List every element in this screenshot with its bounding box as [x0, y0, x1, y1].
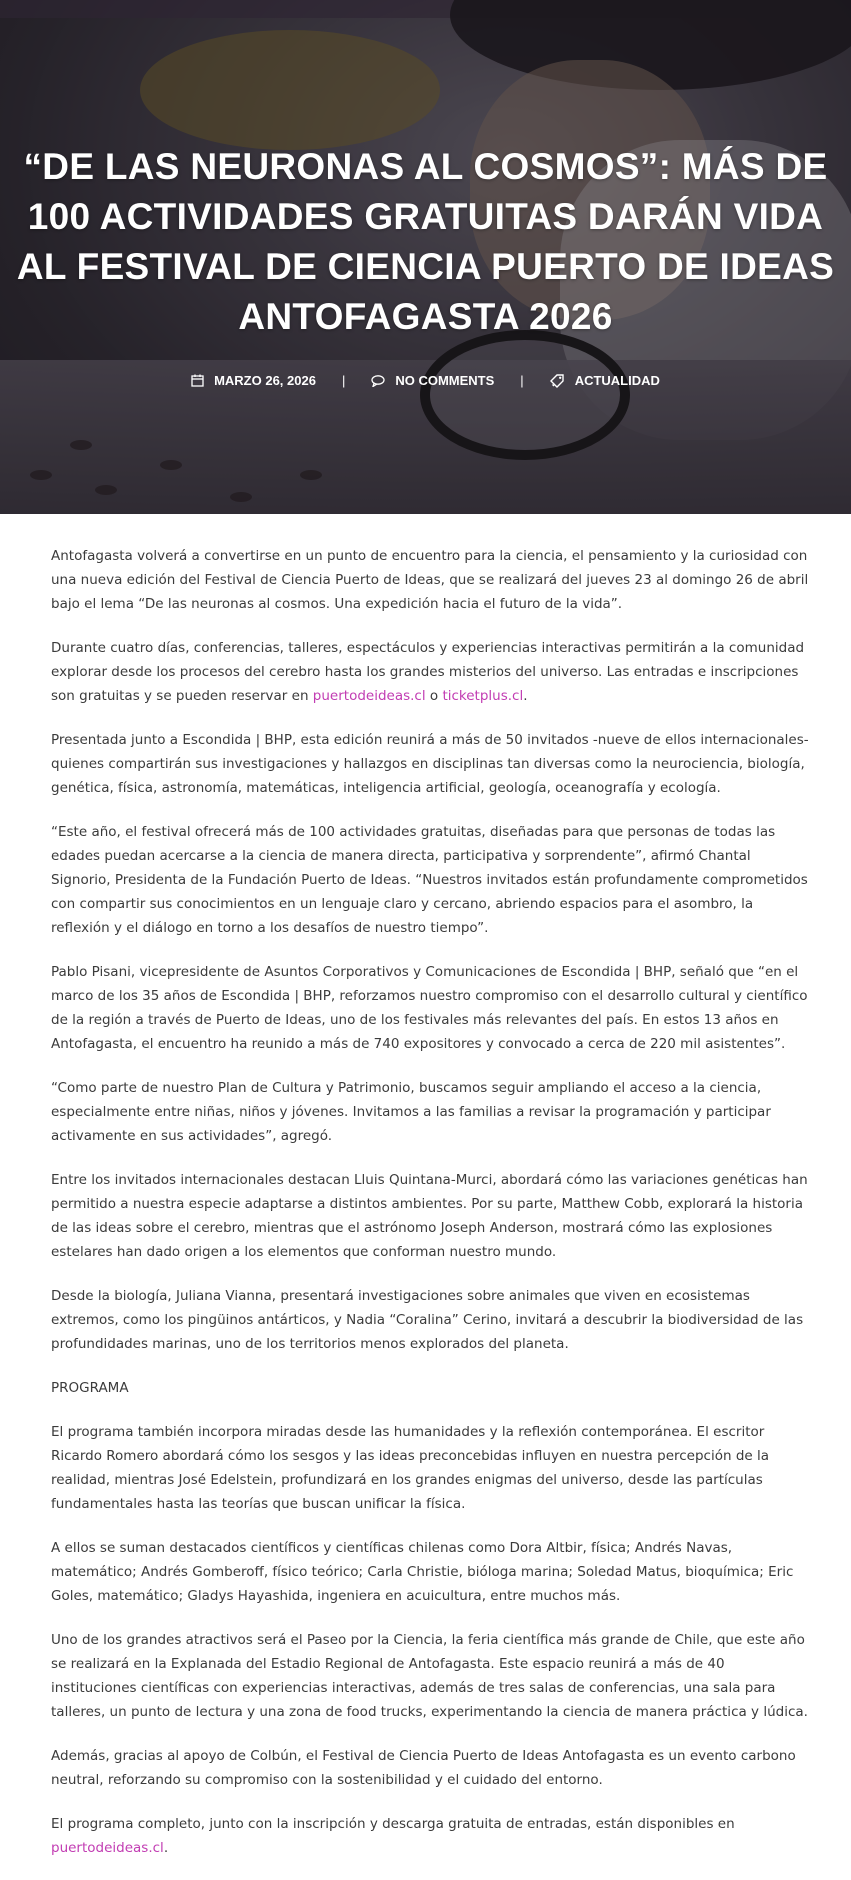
post-meta [0, 373, 851, 388]
article-paragraph: Antofagasta volverá a convertirse en un punto de encuentro para la ciencia, el pensamiento y la curiosidad con una nueva edición del Festival de Ciencia Puerto de Ideas, que se realizará del jueves 23 al domingo 26 de abril bajo el lema “De las neuronas al cosmos. Una expedición hacia el futuro de la vida”. [51, 548, 809, 612]
puertodeideas-link[interactable]: puertodeideas.cl [312, 688, 426, 704]
article-paragraph: El programa completo, junto con la inscripción y descarga gratuita de entradas, están disponibles en puertodeideas.cl. [51, 1816, 735, 1856]
post-comments-link[interactable] [371, 373, 494, 388]
page-title: “DE LAS NEURONAS AL COSMOS”: MÁS DE 100 ACTIVIDADES GRATUITAS DARÁN VIDA AL FESTIVAL DE CIENCIA PUERTO DE IDEAS ANTOFAGASTA 2026 [16, 146, 835, 337]
meta-separator: | [341, 373, 346, 388]
ticketplus-link[interactable]: ticketplus.cl [442, 688, 524, 704]
hero-banner [0, 0, 851, 514]
article-paragraph: “Este año, el festival ofrecerá más de 100 actividades gratuitas, diseñadas para que personas de todas las edades puedan acercarse a la ciencia de manera directa, participativa y sorprendente”, afirmó Chantal Signorio, Presidenta de la Fundación Puerto de Ideas. “Nuestros invitados están profundamente comprometidos con compartir sus conocimientos en un lenguaje claro y cercano, abriendo espacios para el asombro, la reflexión y el diálogo en torno a los desafíos de nuestro tiempo”. [51, 824, 808, 936]
article-body [51, 544, 812, 1880]
article-paragraph: Desde la biología, Juliana Vianna, presentará investigaciones sobre animales que viven en ecosistemas extremos, como los pingüinos antárticos, y Nadia “Coralina” Cerino, invitará a descubrir la biodiversidad de las profundidades marinas, uno de los territorios menos explorados del planeta. [51, 1288, 804, 1352]
article-paragraph: Uno de los grandes atractivos será el Paseo por la Ciencia, la feria científica más grande de Chile, que este año se realizará en la Explanada del Estadio Regional de Antofagasta. Este espacio reunirá a más de 40 instituciones científicas con experiencias interactivas, además de tres salas de conferencias, una sala para talleres, un punto de lectura y una zona de food trucks, experimentando la ciencia de manera práctica y lúdica. [51, 1632, 808, 1720]
article-paragraph: A ellos se suman destacados científicos y científicas chilenas como Dora Altbir, física; Andrés Navas, matemático; Andrés Gomberoff, físico teórico; Carla Christie, bióloga marina; Soledad Matus, bioquímica; Eric Goles, matemático; Gladys Hayashida, ingeniera en acuicultura, entre muchos más. [51, 1540, 794, 1604]
post-date-label: MARZO 26, 2026 [214, 373, 316, 388]
tag-icon [550, 374, 565, 388]
article-paragraph: Presentada junto a Escondida | BHP, esta edición reunirá a más de 50 invitados -nueve de ellos internacionales- quienes compartirán sus investigaciones y hallazgos en disciplinas tan diversas como la neurociencia, biología, genética, física, astronomía, matemáticas, inteligencia artificial, geología, oceanografía y ecología. [51, 732, 809, 796]
article-paragraph: Durante cuatro días, conferencias, talleres, espectáculos y experiencias interactivas permitirán a la comunidad explorar desde los procesos del cerebro hasta los grandes misterios del universo. Las entradas e inscripciones son gratuitas y se pueden reservar en puertodeideas.cl o ticketplus.cl. [51, 640, 805, 704]
post-category-link[interactable] [550, 373, 660, 388]
article-paragraph: El programa también incorpora miradas desde las humanidades y la reflexión contemporánea. El escritor Ricardo Romero abordará cómo los sesgos y las ideas preconcebidas influyen en nuestra percepción de la realidad, mientras José Edelstein, profundizará en los grandes enigmas del universo, desde las partículas fundamentales hasta las teorías que buscan unificar la física. [51, 1424, 770, 1512]
post-comments-label: NO COMMENTS [395, 373, 495, 388]
comment-icon [371, 375, 385, 387]
puertodeideas-link[interactable]: puertodeideas.cl [51, 1840, 164, 1856]
calendar-icon [191, 374, 204, 387]
section-heading-programa: PROGRAMA [51, 1380, 129, 1396]
article-paragraph: Pablo Pisani, vicepresidente de Asuntos Corporativos y Comunicaciones de Escondida | BHP, señaló que “en el marco de los 35 años de Escondida | BHP, reforzamos nuestro compromiso con el desarrollo cultural y científico de la región a través de Puerto de Ideas, uno de los festivales más relevantes del país. En estos 13 años en Antofagasta, el encuentro ha reunido a más de 740 expositores y convocado a cerca de 220 mil asistentes”. [51, 964, 808, 1052]
post-date [191, 373, 316, 388]
post-category-label: ACTUALIDAD [574, 373, 660, 388]
meta-separator: | [520, 373, 524, 388]
article-paragraph: “Como parte de nuestro Plan de Cultura y Patrimonio, buscamos seguir ampliando el acceso a la ciencia, especialmente entre niñas, niños y jóvenes. Invitamos a las familias a revisar la programación y participar activamente en sus actividades”, agregó. [51, 1080, 771, 1144]
article-paragraph: Entre los invitados internacionales destacan Lluis Quintana-Murci, abordará cómo las variaciones genéticas han permitido a nuestra especie adaptarse a distintos ambientes. Por su parte, Matthew Cobb, explorará la historia de las ideas sobre el cerebro, mientras que el astrónomo Joseph Anderson, mostrará cómo las explosiones estelares han dado origen a los elementos que conforman nuestro mundo. [51, 1172, 808, 1260]
article-paragraph: Además, gracias al apoyo de Colbún, el Festival de Ciencia Puerto de Ideas Antofagasta es un evento carbono neutral, reforzando su compromiso con la sostenibilidad y el cuidado del entorno. [51, 1748, 796, 1788]
